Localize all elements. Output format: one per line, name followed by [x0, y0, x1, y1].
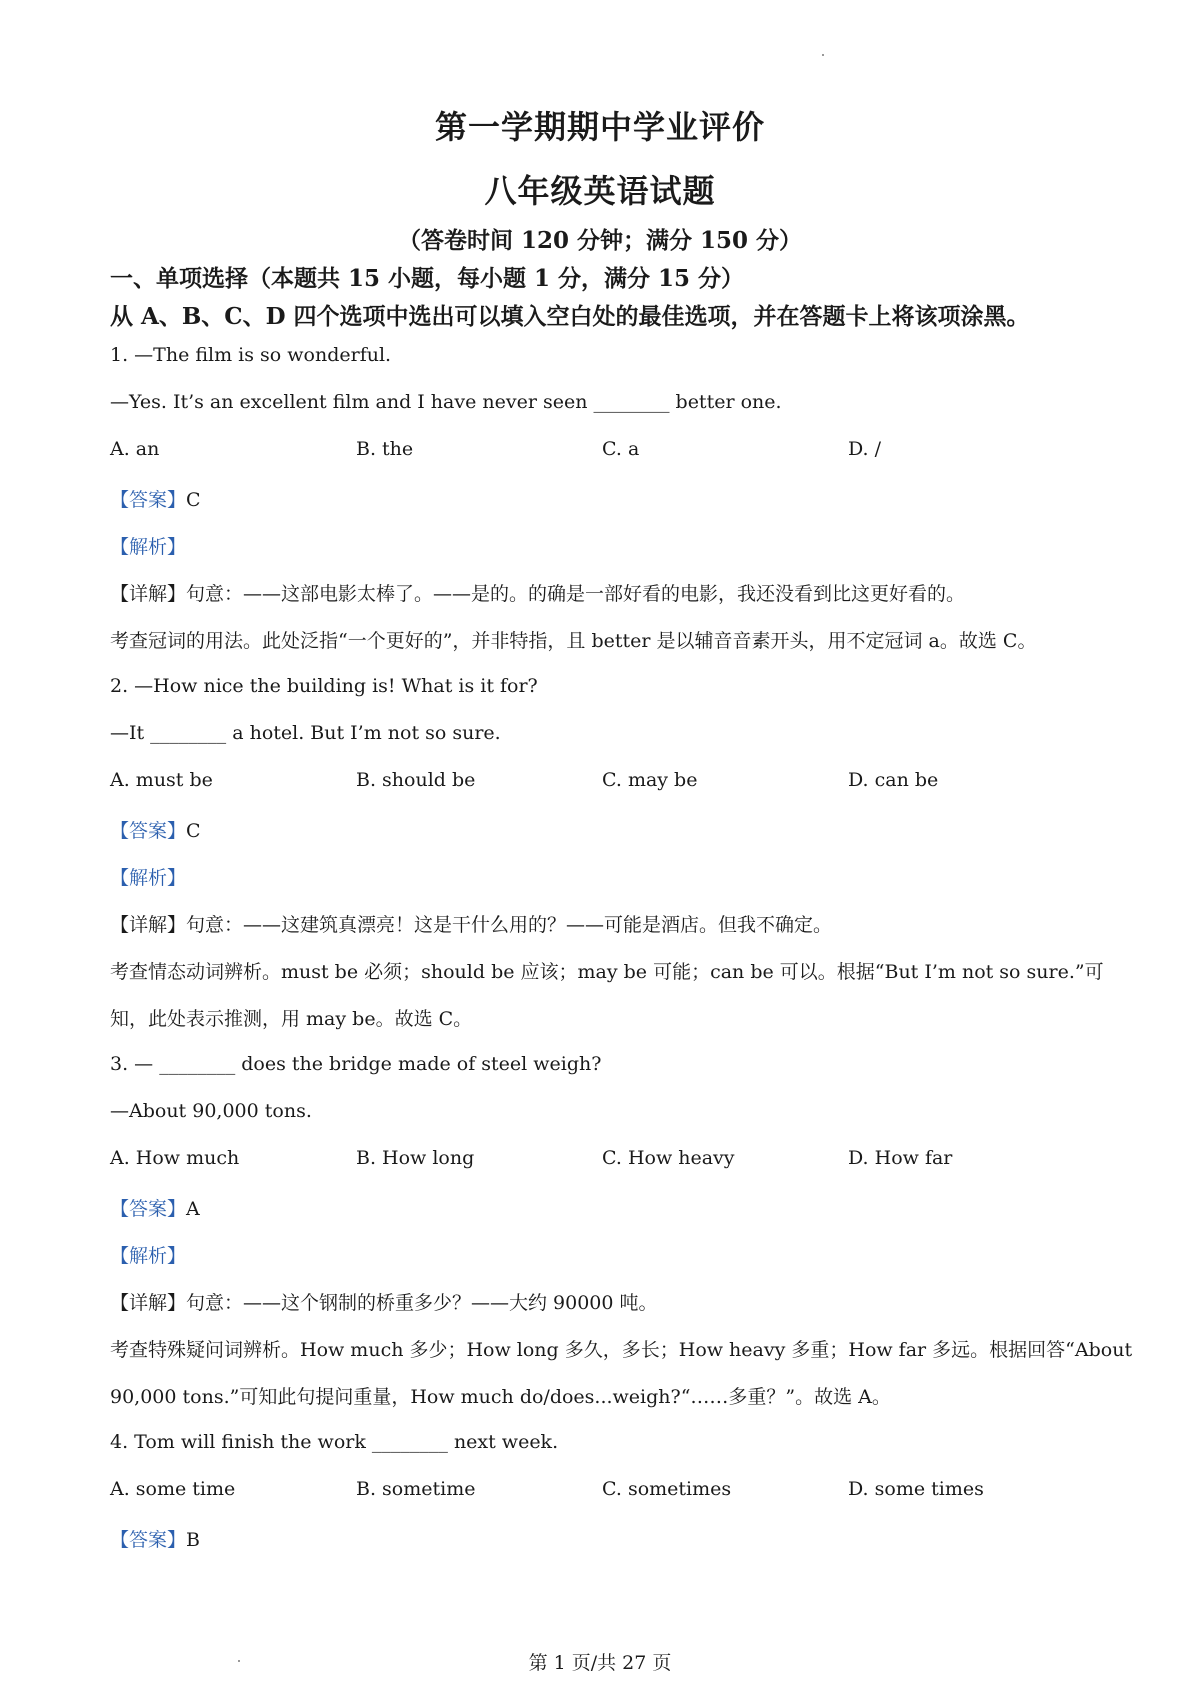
question-3-detail-2: 考查特殊疑问词辨析。How much 多少；How long 多久，多长；How heavy 多重；How far 多远。根据回答“About — [110, 1339, 1133, 1361]
question-3-option-d: D. How far — [848, 1147, 953, 1169]
question-3-detail-1: 【详解】句意：——这个钢制的桥重多少？——大约 90000 吨。 — [110, 1292, 658, 1314]
answer-tag: 【答案】 — [110, 820, 187, 842]
answer-tag: 【答案】 — [110, 1529, 187, 1551]
question-4-answer — [110, 1525, 200, 1552]
answer-value: C — [186, 489, 201, 511]
page-footer: 第 1 页/共 27 页 — [528, 1652, 672, 1674]
exam-title: 第一学期期中学业评价 — [434, 108, 765, 146]
question-3-line-2: —About 90,000 tons. — [110, 1100, 312, 1122]
answer-value: C — [186, 820, 201, 842]
question-3-line-1: 3. — ________ does the bridge made of steel weigh? — [110, 1053, 602, 1075]
question-4-option-b: B. sometime — [356, 1478, 476, 1500]
question-2-answer — [110, 816, 201, 843]
question-2-detail-1: 【详解】句意：——这建筑真漂亮！这是干什么用的？——可能是酒店。但我不确定。 — [110, 914, 833, 936]
question-1-line-1: 1. —The film is so wonderful. — [110, 344, 392, 366]
question-4-option-c: C. sometimes — [602, 1478, 732, 1500]
question-3-answer — [110, 1194, 200, 1221]
question-1-analysis-tag: 【解析】 — [110, 536, 187, 558]
scan-speck — [822, 54, 824, 56]
question-2-option-b: B. should be — [356, 769, 476, 791]
question-2-option-d: D. can be — [848, 769, 939, 791]
question-3-detail-3: 90,000 tons.”可知此句提问重量，How much do/does...weigh?“……多重？”。故选 A。 — [110, 1386, 891, 1408]
question-1-option-c: C. a — [602, 438, 640, 460]
question-3-analysis-tag: 【解析】 — [110, 1245, 187, 1267]
question-2-option-a: A. must be — [110, 769, 213, 791]
question-1-option-d: D. / — [848, 438, 882, 460]
question-3-option-a: A. How much — [110, 1147, 240, 1169]
question-4-option-d: D. some times — [848, 1478, 984, 1500]
question-2-detail-3: 知，此处表示推测，用 may be。故选 C。 — [110, 1008, 473, 1030]
question-1-answer — [110, 485, 201, 512]
question-4-line-1: 4. Tom will finish the work ________ next week. — [110, 1431, 559, 1453]
exam-subtitle: 八年级英语试题 — [484, 172, 716, 210]
question-2-analysis-tag: 【解析】 — [110, 867, 187, 889]
exam-note: （答卷时间 120 分钟；满分 150 分） — [397, 227, 803, 254]
question-2-option-c: C. may be — [602, 769, 698, 791]
question-1-option-b: B. the — [356, 438, 414, 460]
answer-value: B — [186, 1529, 200, 1551]
question-4-option-a: A. some time — [110, 1478, 236, 1500]
question-1-detail-2: 考查冠词的用法。此处泛指“一个更好的”，并非特指，且 better 是以辅音音素开头，用不定冠词 a。故选 C。 — [110, 630, 1037, 652]
question-1-line-2: —Yes. It’s an excellent film and I have never seen ________ better one. — [110, 391, 782, 413]
answer-value: A — [186, 1198, 200, 1220]
question-1-option-a: A. an — [110, 438, 160, 460]
answer-tag: 【答案】 — [110, 1198, 187, 1220]
question-2-line-2: —It ________ a hotel. But I’m not so sure. — [110, 722, 501, 744]
question-3-option-b: B. How long — [356, 1147, 475, 1169]
question-3-option-c: C. How heavy — [602, 1147, 735, 1169]
question-2-line-1: 2. —How nice the building is! What is it for? — [110, 675, 538, 697]
answer-tag: 【答案】 — [110, 489, 187, 511]
question-1-detail-1: 【详解】句意：——这部电影太棒了。——是的。的确是一部好看的电影，我还没看到比这更好看的。 — [110, 583, 966, 605]
section-heading: 一、单项选择（本题共 15 小题，每小题 1 分，满分 15 分） — [110, 265, 745, 292]
question-2-detail-2: 考查情态动词辨析。must be 必须；should be 应该；may be 可能；can be 可以。根据“But I’m not so sure.”可 — [110, 961, 1104, 983]
section-instruction: 从 A、B、C、D 四个选项中选出可以填入空白处的最佳选项，并在答题卡上将该项涂黑。 — [110, 303, 1030, 330]
